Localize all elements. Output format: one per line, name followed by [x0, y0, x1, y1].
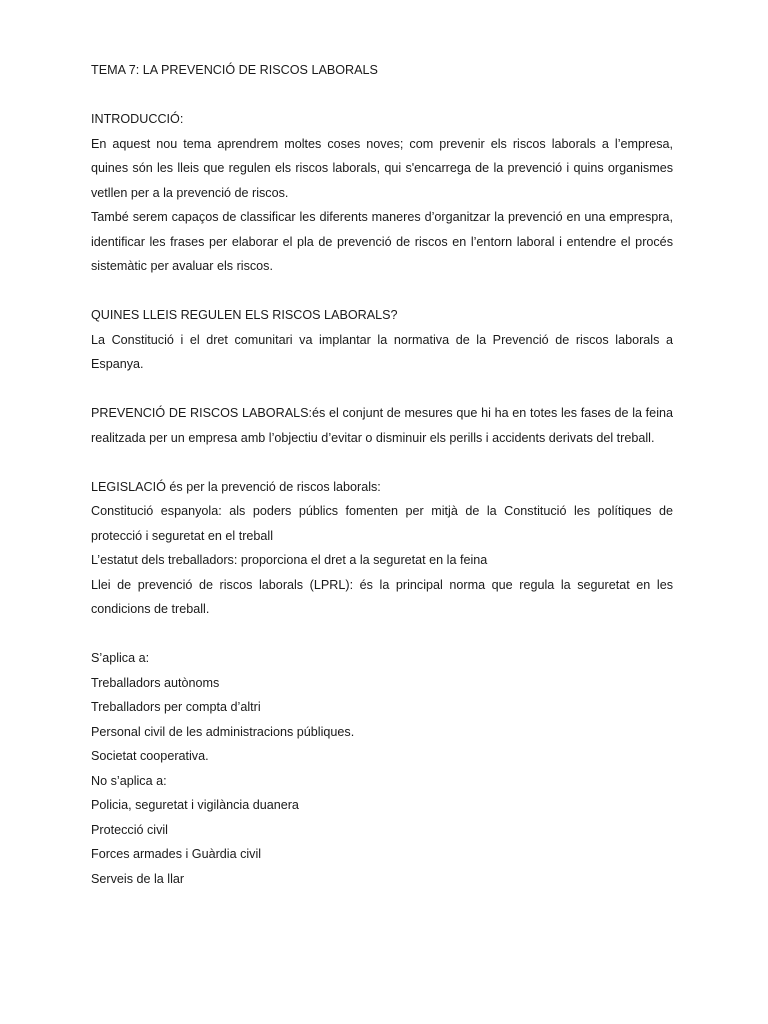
laws-paragraph: La Constitució i el dret comunitari va implantar la normativa de la Prevenció de riscos laborals a Espanya. [91, 332, 673, 371]
spacer [91, 279, 673, 304]
list-item: Forces armades i Guàrdia civil [91, 847, 262, 861]
document-page [91, 58, 673, 891]
intro-heading: INTRODUCCIÓ: [91, 112, 184, 126]
list-item: Personal civil de les administracions públiques. [91, 724, 355, 739]
intro-paragraph-2: També serem capaços de classificar les diferents maneres d’organitzar la prevenció en una empresprа, identificar les frases per elaborar el pla de prevenció de riscos en l’entorn laboral i entendre el procés sistemàtic per avaluar els riscos. [91, 210, 673, 273]
list-item: Societat cooperativa. [91, 749, 209, 763]
not-applies-heading: No s’aplica a: [91, 773, 167, 788]
applies-heading: S’aplica a: [91, 651, 150, 665]
list-item: Treballadors autònoms [91, 675, 220, 690]
list-item: Protecció civil [91, 822, 168, 837]
prevention-definition: PREVENCIÓ DE RISCOS LABORALS:és el conjunt de mesures que hi ha en totes les fases de la feina realitzada per un empresa amb l’objectiu d’evitar o disminuir els perills i accidents derivats del treball. [91, 406, 673, 445]
document-title: TEMA 7: LA PREVENCIÓ DE RISCOS LABORALS [91, 63, 378, 77]
laws-heading: QUINES LLEIS REGULEN ELS RISCOS LABORALS? [91, 308, 398, 322]
spacer [91, 377, 673, 402]
legislation-lprl: Llei de prevenció de riscos laborals (LPRL): és la principal norma que regula la seguretat en les condicions de treball. [91, 577, 673, 616]
legislation-heading: LEGISLACIÓ és per la prevenció de riscos laborals: [91, 479, 381, 494]
list-item: Policia, seguretat i vigilància duanera [91, 798, 299, 812]
spacer [91, 83, 673, 108]
spacer [91, 622, 673, 647]
list-item: Serveis de la llar [91, 871, 185, 886]
intro-paragraph-1: En aquest nou tema aprendrem moltes coses noves; com prevenir els riscos laborals a l’empresa, quines són les lleis que regulen els riscos laborals, qui s'encarrega de la prevenció i quins organismes vetllen per a la prevenció de riscos. [91, 136, 673, 200]
legislation-statute: L’estatut dels treballadors: proporciona el dret a la seguretat en la feina [91, 553, 488, 567]
list-item: Treballadors per compta d’altri [91, 700, 261, 714]
spacer [91, 450, 673, 475]
legislation-constitution: Constitució espanyola: als poders públics fomenten per mitjà de la Constitució les polítiques de protecció i seguretat en el treball [91, 504, 673, 543]
